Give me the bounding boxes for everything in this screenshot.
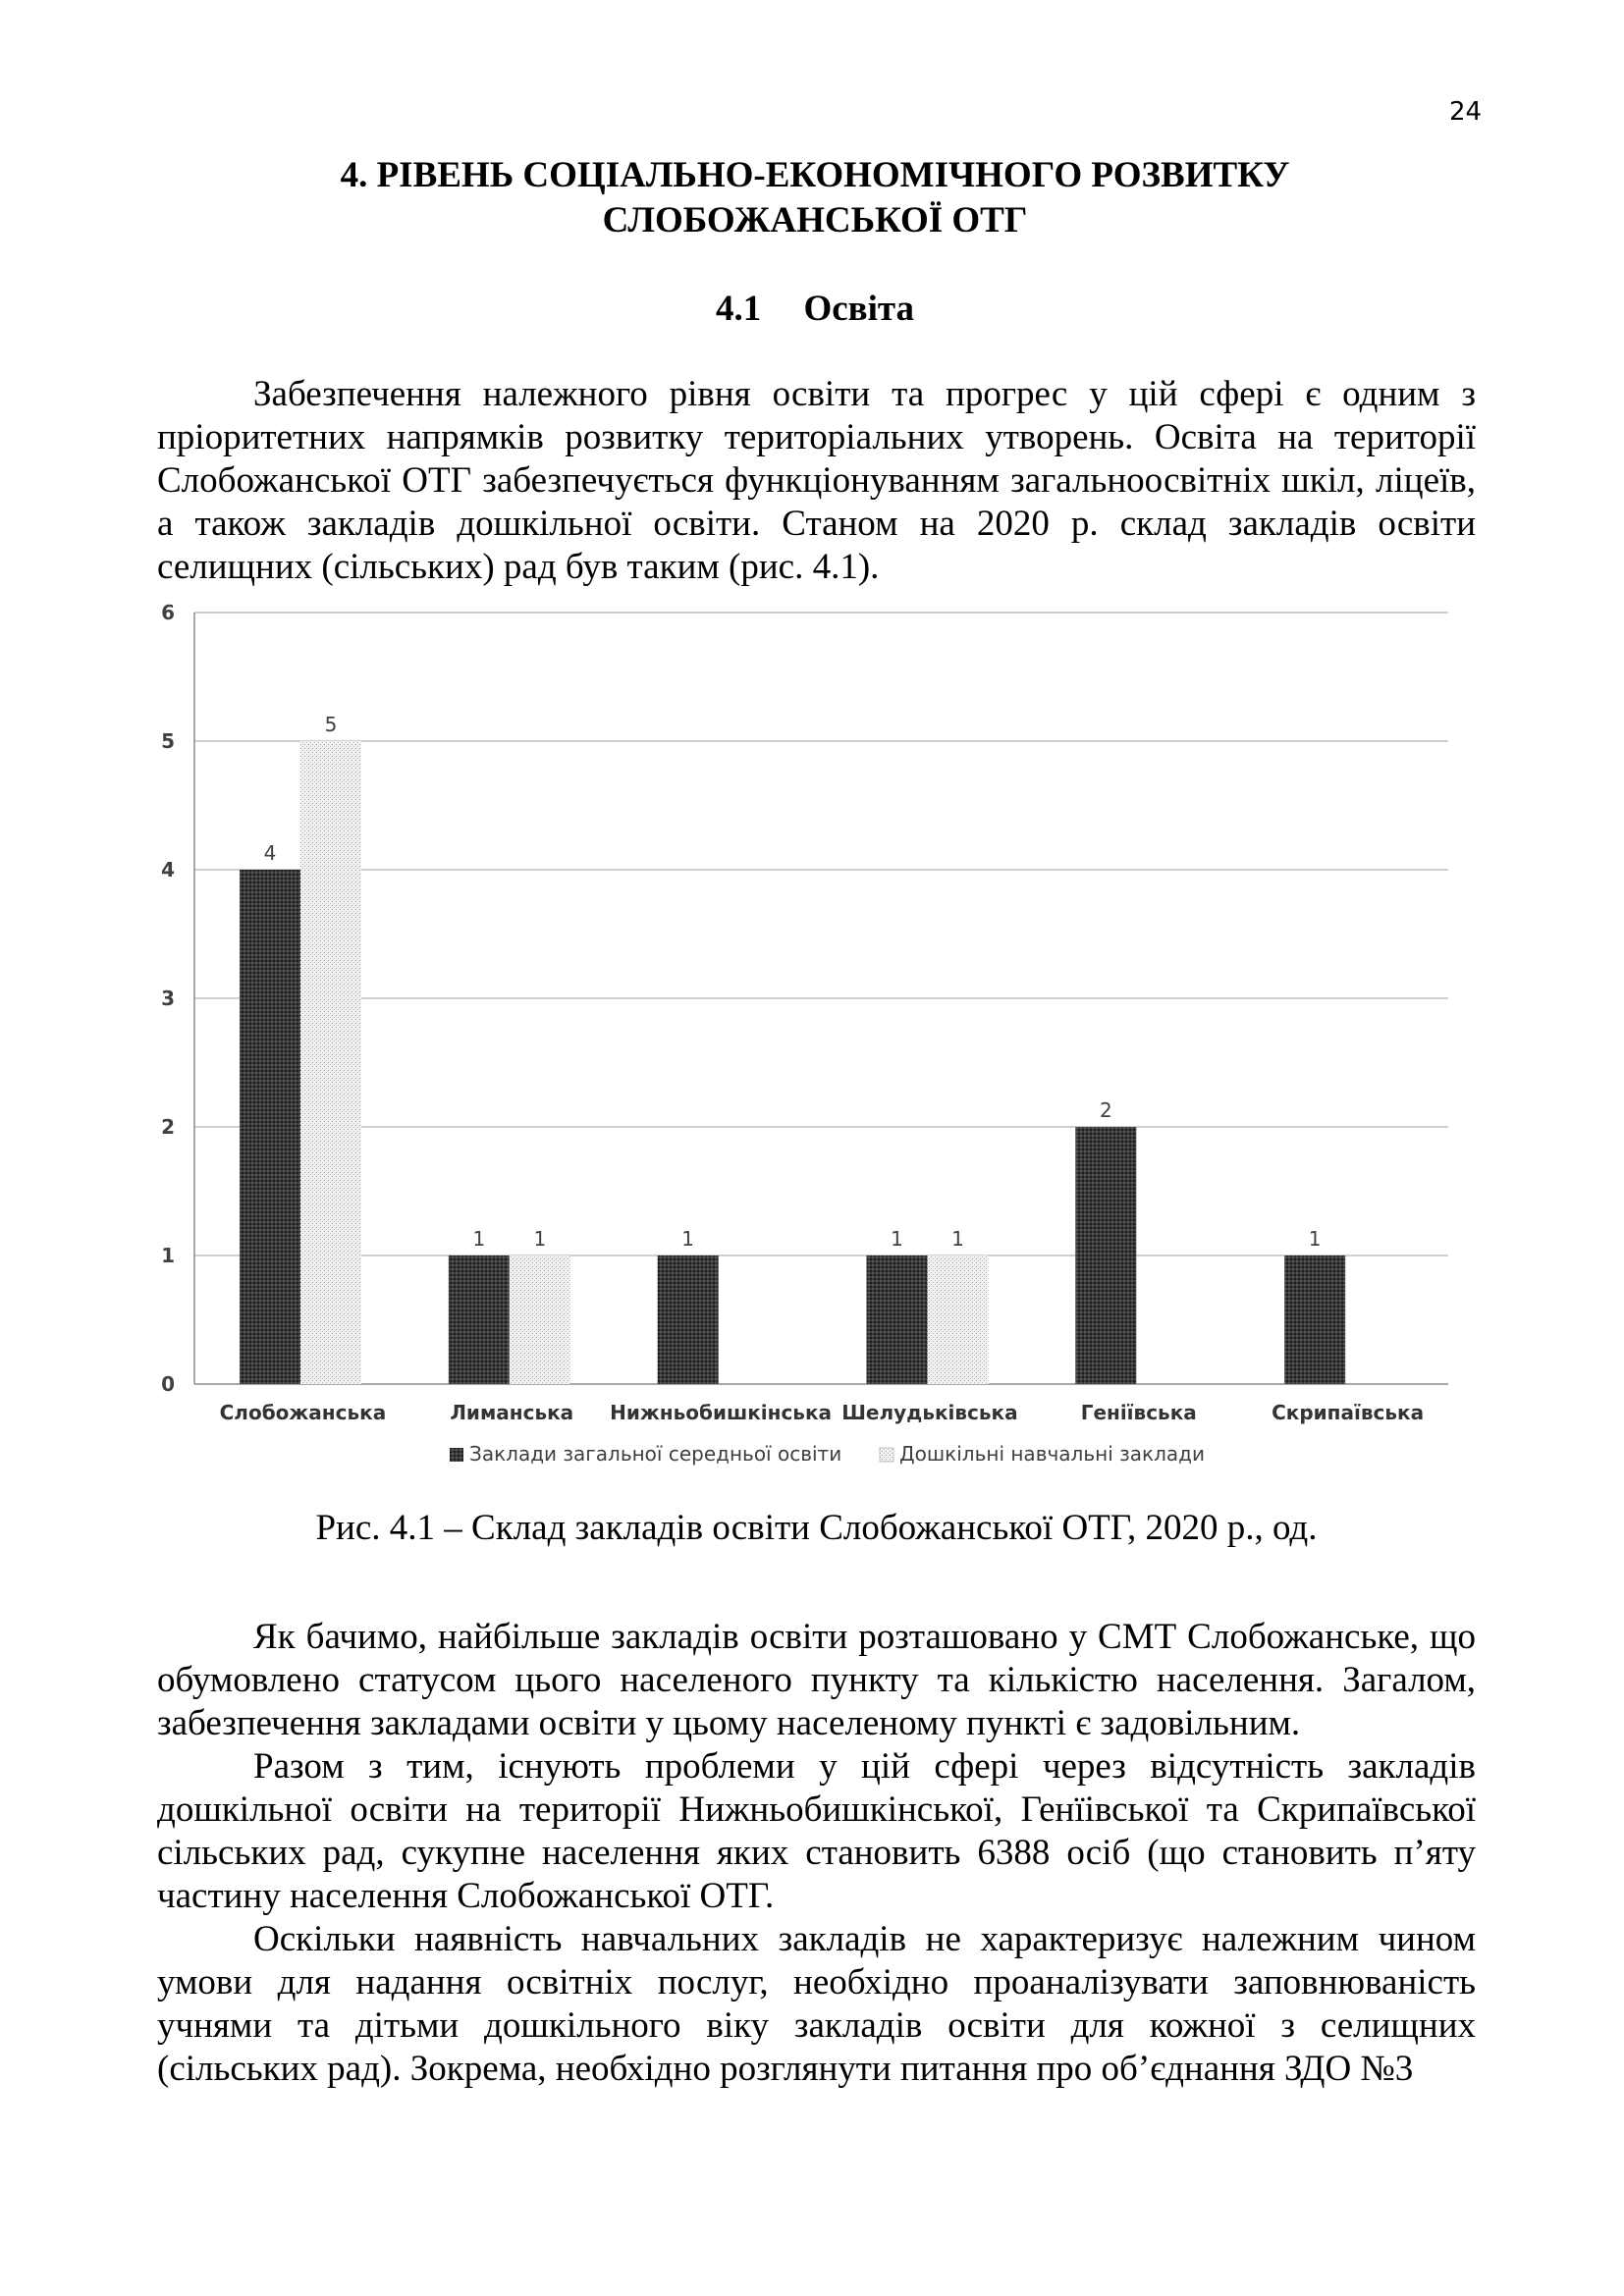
legend-label: Заклади загальної середньої освіти (469, 1442, 842, 1466)
y-tick-label: 6 (161, 601, 175, 624)
x-tick-label: Лиманська (450, 1401, 574, 1424)
data-label: 1 (951, 1227, 964, 1251)
chapter-heading (157, 153, 1473, 243)
y-tick-label: 3 (161, 987, 175, 1010)
section-title: Освіта (803, 289, 915, 329)
body-paragraph-2: Разом з тим, існують проблеми у цій сфері через відсутність закладів дошкільної освіти на території Нижньобишкінської, Генїівської та Скрипаївської сільських рад, сукупне населення яких становить 6388 осіб (що становить п’яту частину населення Слобожанської ОТГ. (157, 1746, 1476, 1916)
data-label: 4 (263, 841, 277, 865)
x-tick-label: Геніївська (1080, 1401, 1197, 1424)
x-tick-label: Шелудьківська (841, 1401, 1018, 1424)
intro-paragraph: Забезпечення належного рівня освіти та прогрес у цій сфері є одним з пріоритетних напрямків розвитку територіальних утворень. Освіта на території Слобожанської ОТГ забезпечується функціонуванням загальноосвітніх шкіл, ліцеїв, а також закладів дошкільної освіти. Станом на 2020 р. склад закладів освіти селищних (сільських) рад був таким (рис. 4.1). (157, 374, 1476, 587)
y-tick-label: 2 (161, 1115, 175, 1139)
grid-layer (194, 613, 1448, 1384)
y-tick-label: 5 (161, 729, 175, 753)
data-label: 5 (324, 713, 338, 736)
figure-caption: Рис. 4.1 – Склад закладів освіти Слобожанської ОТГ, 2020 р., од. (315, 1508, 1318, 1548)
body-text-block (157, 1616, 1476, 2091)
y-tick-label: 4 (161, 858, 175, 881)
bar (1284, 1255, 1345, 1384)
x-tick-label: Слобожанська (219, 1401, 387, 1424)
intro-text-block (157, 373, 1476, 589)
body-paragraph-3: Оскільки наявність навчальних закладів не характеризує належним чином умови для надання освітніх послуг, необхідно проаналізувати заповнюваність учнями та дітьми дошкільного віку закладів освіти для кожної з селищних (сільських рад). Зокрема, необхідно розглянути питання про об’єднання ЗДО №3 (157, 1919, 1476, 2089)
bar (449, 1255, 510, 1384)
body-paragraph-1: Як бачимо, найбільше закладів освіти розташовано у СМТ Слобожанське, що обумовлено статусом цього населеного пункту та кількістю населення. Загалом, забезпечення закладами освіти у цьому населеному пункті є задовільним. (157, 1617, 1476, 1743)
page-number: 24 (1449, 97, 1483, 127)
chapter-heading-line1: 4. РІВЕНЬ СОЦІАЛЬНО-ЕКОНОМІЧНОГО РОЗВИТКУ (340, 155, 1290, 195)
bar (300, 741, 361, 1384)
section-heading (157, 287, 1473, 332)
data-label: 1 (891, 1227, 903, 1251)
education-institutions-chart (147, 599, 1478, 1477)
chart-svg (147, 599, 1478, 1477)
bar (1075, 1127, 1136, 1384)
data-label: 1 (681, 1227, 695, 1251)
bar (867, 1255, 928, 1384)
y-tick-label: 1 (161, 1244, 175, 1267)
legend-label: Дошкільні навчальні заклади (899, 1442, 1205, 1466)
data-label: 2 (1099, 1098, 1112, 1122)
y-tick-label: 0 (161, 1372, 175, 1396)
x-tick-labels (220, 1401, 1424, 1424)
bars-layer (240, 741, 1345, 1384)
chapter-heading-line2: СЛОБОЖАНСЬКОЇ ОТГ (602, 200, 1028, 240)
bar (658, 1255, 719, 1384)
bar (928, 1255, 989, 1384)
legend-swatch (450, 1448, 463, 1462)
legend-swatch (880, 1448, 893, 1462)
data-label: 1 (533, 1227, 547, 1251)
data-labels-layer (264, 713, 1322, 1251)
data-label: 1 (472, 1227, 486, 1251)
bar (510, 1255, 570, 1384)
y-tick-labels (161, 601, 175, 1396)
chart-legend (450, 1442, 1205, 1466)
data-label: 1 (1308, 1227, 1322, 1251)
bar (240, 870, 300, 1384)
x-tick-label: Нижньобишкінська (610, 1401, 833, 1424)
section-number: 4.1 (715, 289, 762, 329)
x-tick-label: Скрипаївська (1272, 1401, 1425, 1424)
